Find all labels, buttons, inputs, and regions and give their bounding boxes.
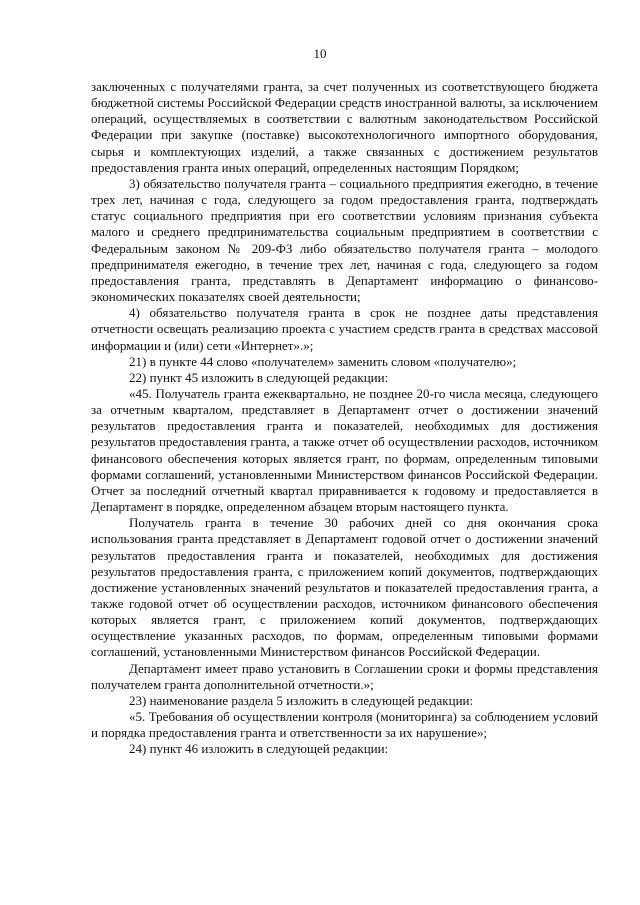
page-number: 10 <box>313 46 327 61</box>
paragraph-amendment-22: 22) пункт 45 изложить в следующей редакции: <box>129 369 389 385</box>
paragraph-continuation: заключенных с получателями гранта, за счет полученных из соответствующего бюджета бюджетной системы Российской Федерации средств иностранной валюты, за исключением операций, осуществляемых в соответствии с валютным законодательством Российской Федерации при закупке (поставке) высокотехнологичного импортного оборудования, сырья и комплектующих изделий, а также связанных с достижением результатов предоставления гранта иных операций, определенных настоящим Порядком; <box>91 79 598 175</box>
paragraph-department-right: Департамент имеет право установить в Соглашении сроки и формы представления получателем гранта дополнительной отчетности.»; <box>91 660 598 692</box>
paragraph-clause-45: «45. Получатель гранта ежеквартально, не позднее 20-го числа месяца, следующего за отчетным кварталом, представляет в Департамент отчет о достижении значений результатов предоставления гранта и показателей, необходимых для достижения результатов предоставления гранта, а также отчет об осуществлении расходов, источником финансового обеспечения которых является грант, по формам, определенным типовыми формами соглашений, установленными Министерством финансов Российской Федерации. Отчет за последний отчетный квартал приравнивается к годовому и предоставляется в Департамент в порядке, определенном абзацем вторым настоящего пункта. <box>91 385 598 515</box>
paragraph-amendment-23: 23) наименование раздела 5 изложить в следующей редакции: <box>129 692 474 708</box>
document-body <box>91 79 598 758</box>
paragraph-amendment-24: 24) пункт 46 изложить в следующей редакции: <box>129 741 389 757</box>
paragraph-amendment-21: 21) в пункте 44 слово «получателем» заменить словом «получателю»; <box>129 353 517 369</box>
paragraph-item-4: 4) обязательство получателя гранта в срок не позднее даты представления отчетности освещать реализацию проекта с участием средств гранта в средствах массовой информации и (или) сети «Интернет».»; <box>91 305 598 353</box>
paragraph-item-3: 3) обязательство получателя гранта – социального предприятия ежегодно, в течение трех лет, начиная с года, следующего за годом предоставления гранта, подтверждать статус социального предприятия при его соответствии условиям признания субъекта малого и среднего предпринимательства социальным предприятием в соответствии с Федеральным законом № 209-ФЗ либо обязательство получателя гранта – молодого предпринимателя ежегодно, в течение трех лет, начиная с года, следующего за годом предоставления гранта, представлять в Департамент информацию о финансово-экономических показателях своей деятельности; <box>91 175 598 305</box>
paragraph-section-5-title: «5. Требования об осуществлении контроля (мониторинга) за соблюдением условий и порядка предоставления гранта и ответственности за их нарушение»; <box>91 709 598 741</box>
paragraph-annual-report: Получатель гранта в течение 30 рабочих дней со дня окончания срока использования гранта представляет в Департамент годовой отчет о достижении значений результатов предоставления гранта и показателей, необходимых для достижения результатов предоставления гранта, с приложением копий документов, подтверждающих достижение установленных значений результатов и показателей предоставления гранта, а также годовой отчет об осуществлении расходов, источником финансового обеспечения которых является грант, с приложением копий документов, подтверждающих осуществление указанных расходов, по формам, определенным типовыми формами соглашений, установленными Министерством финансов Российской Федерации. <box>91 515 598 660</box>
